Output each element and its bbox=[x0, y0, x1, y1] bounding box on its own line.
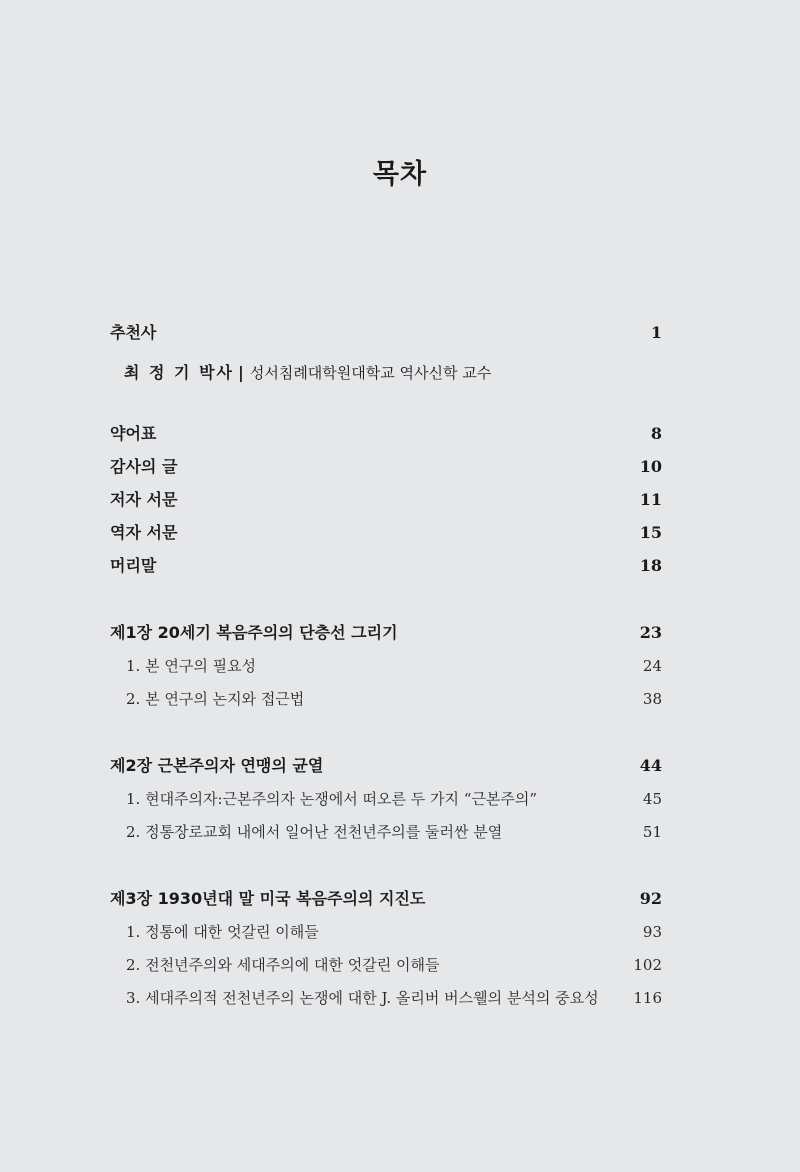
chapter-page: 23 bbox=[639, 623, 662, 642]
section-title: 1. 본 연구의 필요성 bbox=[126, 657, 257, 675]
recommender-affiliation: 성서침례대학원대학교 역사신학 교수 bbox=[249, 364, 492, 382]
section-page: 116 bbox=[633, 989, 662, 1007]
chapter-title: 제3장 1930년대 말 미국 복음주의의 지진도 bbox=[110, 889, 426, 908]
toc-entry-acknowledgments[interactable] bbox=[110, 454, 662, 480]
toc-entry-introduction[interactable] bbox=[110, 553, 662, 579]
section-title: 2. 전천년주의와 세대주의에 대한 엇갈린 이해들 bbox=[126, 956, 440, 974]
toc-entry-author-preface[interactable] bbox=[110, 487, 662, 513]
section-page: 102 bbox=[633, 956, 662, 974]
toc-entry-label: 역자 서문 bbox=[110, 523, 178, 542]
toc-section[interactable] bbox=[126, 653, 662, 679]
recommender-name: 최 정 기 박사 bbox=[124, 363, 234, 382]
toc-entry-label: 약어표 bbox=[110, 424, 157, 443]
section-title: 2. 본 연구의 논지와 접근법 bbox=[126, 690, 305, 708]
toc-entry-page: 10 bbox=[639, 457, 662, 476]
toc-entry-label: 머리말 bbox=[110, 556, 157, 575]
toc-entry-label: 추천사 bbox=[110, 323, 157, 342]
chapter-page: 92 bbox=[639, 889, 662, 908]
toc-chapter-3[interactable] bbox=[110, 886, 662, 912]
section-page: 38 bbox=[642, 690, 662, 708]
page-title: 목차 bbox=[372, 159, 428, 190]
section-title: 1. 현대주의자:근본주의자 논쟁에서 떠오른 두 가지 “근본주의” bbox=[126, 790, 538, 808]
toc-section[interactable] bbox=[126, 952, 662, 978]
chapter-title: 제1장 20세기 복음주의의 단층선 그리기 bbox=[110, 623, 398, 642]
section-title: 2. 정통장로교회 내에서 일어난 전천년주의를 둘러싼 분열 bbox=[126, 823, 503, 841]
toc-section[interactable] bbox=[126, 819, 662, 845]
toc-section[interactable] bbox=[126, 985, 662, 1011]
toc-chapter-2[interactable] bbox=[110, 753, 662, 779]
recommender-separator: | bbox=[238, 363, 244, 382]
toc-entry-page: 11 bbox=[639, 490, 662, 509]
toc-chapter-1[interactable] bbox=[110, 620, 662, 646]
toc-section[interactable] bbox=[126, 686, 662, 712]
toc-entry-page: 1 bbox=[650, 323, 662, 342]
section-page: 24 bbox=[642, 657, 662, 675]
section-page: 51 bbox=[642, 823, 662, 841]
toc-entry-label: 감사의 글 bbox=[110, 457, 178, 476]
toc-section[interactable] bbox=[126, 919, 662, 945]
toc-entry-page: 15 bbox=[639, 523, 662, 542]
toc-entry-page: 18 bbox=[639, 556, 662, 575]
toc-entry-page: 8 bbox=[650, 424, 662, 443]
chapter-title: 제2장 근본주의자 연맹의 균열 bbox=[110, 756, 324, 775]
toc-entry-recommendation[interactable] bbox=[110, 320, 662, 346]
section-title: 3. 세대주의적 전천년주의 논쟁에 대한 J. 올리버 버스웰의 분석의 중요성 bbox=[126, 989, 599, 1007]
recommender-credit bbox=[124, 360, 491, 386]
section-page: 45 bbox=[642, 790, 662, 808]
toc-entry-label: 저자 서문 bbox=[110, 490, 178, 509]
toc-entry-translator-preface[interactable] bbox=[110, 520, 662, 546]
toc-entry-abbreviations[interactable] bbox=[110, 421, 662, 447]
chapter-page: 44 bbox=[639, 756, 662, 775]
section-page: 93 bbox=[642, 923, 662, 941]
toc-section[interactable] bbox=[126, 786, 662, 812]
section-title: 1. 정통에 대한 엇갈린 이해들 bbox=[126, 923, 319, 941]
